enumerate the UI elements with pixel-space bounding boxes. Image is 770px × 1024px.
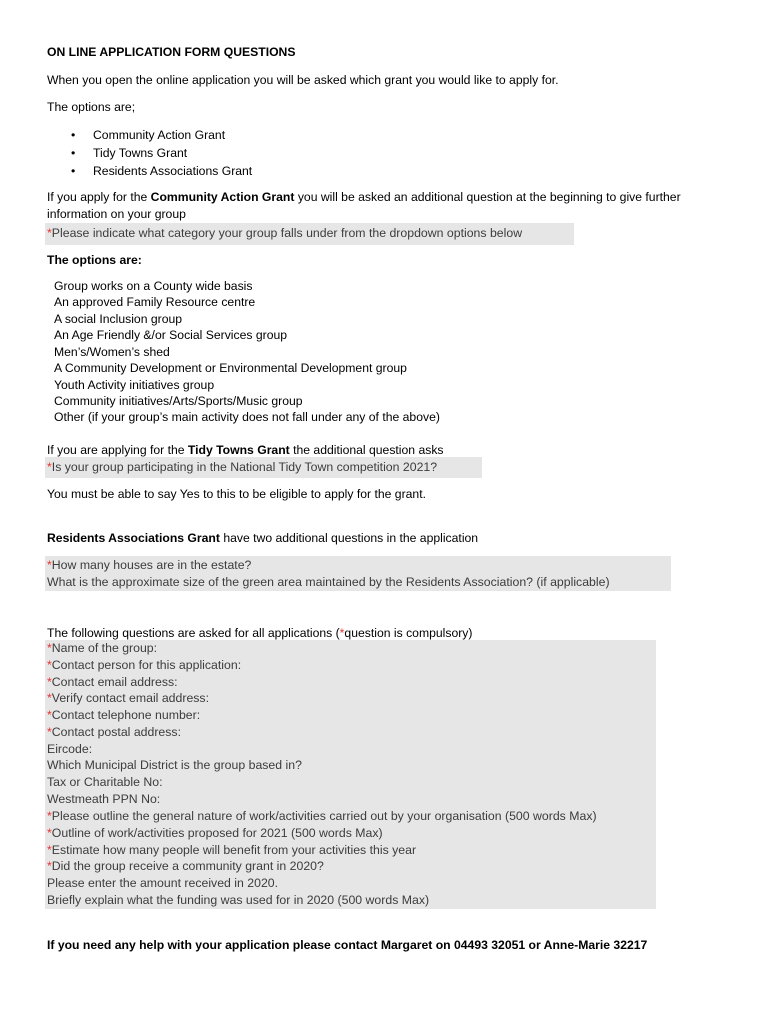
residents-question-green-area: What is the approximate size of the green area maintained by the Residents Association? (if applicable) — [47, 575, 610, 589]
list-item: *Estimate how many people will benefit from your activities this year — [47, 843, 417, 857]
list-item: Which Municipal District is the group based in? — [47, 758, 302, 772]
list-item: Westmeath PPN No: — [47, 792, 161, 806]
list-item: Eircode: — [47, 742, 93, 756]
help-contact: If you need any help with your application please contact Margaret on 04493 32051 or Anne-Marie 32217 — [47, 938, 648, 952]
list-item: *Please outline the general nature of work/activities carried out by your organisation (500 words Max) — [47, 809, 597, 823]
list-item: *Did the group receive a community grant in 2020? — [47, 859, 324, 873]
list-item: *Verify contact email address: — [47, 691, 209, 705]
community-category-question: *Please indicate what category your group falls under from the dropdown options below — [47, 226, 523, 240]
list-item: Youth Activity initiatives group — [54, 378, 215, 392]
options-intro: The options are; — [47, 100, 136, 114]
tidy-towns-paragraph: If you are applying for the Tidy Towns Grant the additional question asks — [47, 443, 444, 457]
all-applications-intro: The following questions are asked for all applications (*question is compulsory) — [47, 626, 473, 640]
list-item: Group works on a County wide basis — [54, 279, 253, 293]
page-title: ON LINE APPLICATION FORM QUESTIONS — [47, 45, 296, 59]
intro-text: When you open the online application you will be asked which grant you would like to apply for. — [47, 73, 559, 87]
list-item: • Tidy Towns Grant — [93, 145, 187, 161]
list-item: Please enter the amount received in 2020. — [47, 876, 279, 890]
residents-question-houses: *How many houses are in the estate? — [47, 558, 252, 572]
list-item: A social Inclusion group — [54, 312, 183, 326]
list-item: Briefly explain what the funding was used for in 2020 (500 words Max) — [47, 893, 430, 907]
list-item: • Residents Associations Grant — [93, 163, 252, 179]
list-item: *Name of the group: — [47, 641, 158, 655]
list-item: *Outline of work/activities proposed for 2021 (500 words Max) — [47, 826, 383, 840]
list-item: An Age Friendly &/or Social Services group — [54, 328, 288, 342]
community-grant-paragraph: If you apply for the Community Action Grant you will be asked an additional question at the beginning to give further information on your group — [47, 190, 681, 221]
tidy-towns-question: *Is your group participating in the National Tidy Town competition 2021? — [47, 460, 438, 474]
list-item: An approved Family Resource centre — [54, 295, 256, 309]
list-item: *Contact person for this application: — [47, 658, 242, 672]
residents-paragraph: Residents Associations Grant have two additional questions in the application — [47, 531, 479, 545]
list-item: • Community Action Grant — [93, 127, 225, 143]
list-item: A Community Development or Environmental Development group — [54, 361, 407, 375]
list-item: Other (if your group’s main activity does not fall under any of the above) — [54, 410, 440, 424]
eligibility-note: You must be able to say Yes to this to be eligible to apply for the grant. — [47, 487, 426, 501]
options-heading: The options are: — [47, 253, 142, 267]
list-item: Men’s/Women’s shed — [54, 345, 170, 359]
list-item: *Contact telephone number: — [47, 708, 201, 722]
list-item: *Contact postal address: — [47, 725, 181, 739]
list-item: Community initiatives/Arts/Sports/Music group — [54, 394, 303, 408]
list-item: Tax or Charitable No: — [47, 775, 163, 789]
list-item: *Contact email address: — [47, 675, 178, 689]
